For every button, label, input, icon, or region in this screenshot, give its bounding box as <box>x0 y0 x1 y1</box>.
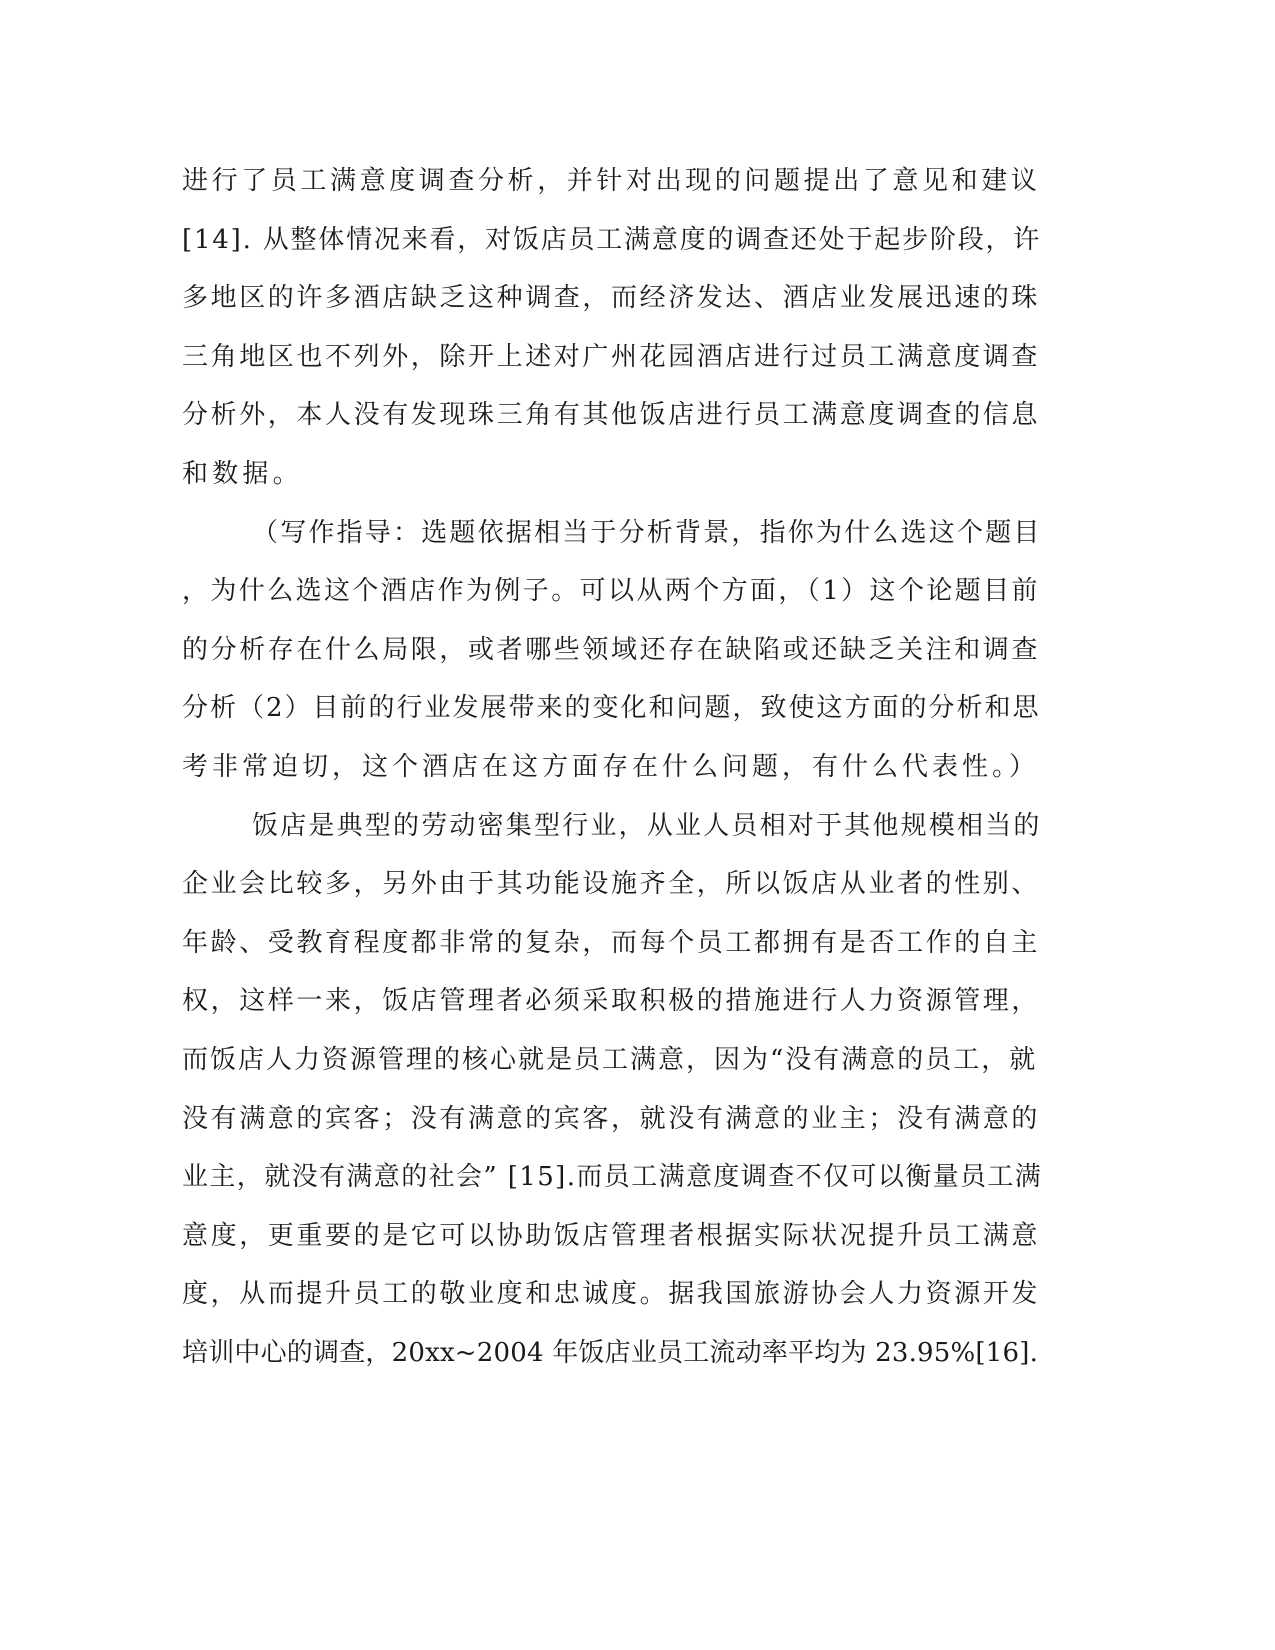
text-line: 年龄、受教育程度都非常的复杂，而每个员工都拥有是否工作的自主 <box>182 927 1041 958</box>
text-line: 企业会比较多，另外由于其功能设施齐全，所以饭店从业者的性别、 <box>182 869 1041 900</box>
text-line: 的分析存在什么局限，或者哪些领域还存在缺陷或还缺乏关注和调查 <box>182 634 1041 665</box>
text-line: 权，这样一来，饭店管理者必须采取积极的措施进行人力资源管理， <box>182 986 1041 1017</box>
text-line: 意度，更重要的是它可以协助饭店管理者根据实际状况提升员工满意 <box>182 1220 1041 1251</box>
text-line: 多地区的许多酒店缺乏这种调查，而经济发达、酒店业发展迅速的珠 <box>182 283 1041 314</box>
text-line: 而饭店人力资源管理的核心就是员工满意，因为“没有满意的员工，就 <box>182 1044 1038 1075</box>
text-line: 分析外，本人没有发现珠三角有其他饭店进行员工满意度调查的信息 <box>182 400 1041 431</box>
text-line: ，为什么选这个酒店作为例子。可以从两个方面，（1）这个论题目前 <box>182 576 1040 607</box>
text-line: 培训中心的调查，20xx~2004 年饭店业员工流动率平均为 23.95%[16]. <box>182 1337 1039 1368</box>
text-line: 考非常迫切，这个酒店在这方面存在什么问题，有什么代表性。） <box>182 751 1040 782</box>
text-line: 分析（2）目前的行业发展带来的变化和问题，致使这方面的分析和思 <box>182 693 1041 724</box>
text-line: 进行了员工满意度调查分析，并针对出现的问题提出了意见和建议 <box>182 166 1041 196</box>
body-text <box>182 161 1042 1391</box>
text-line: 饭店是典型的劳动密集型行业，从业人员相对于其他规模相当的 <box>252 810 1042 841</box>
text-line: 和数据。 <box>182 458 303 489</box>
text-line: 业主，就没有满意的社会” [15].而员工满意度调查不仅可以衡量员工满 <box>182 1162 1043 1193</box>
text-line: （写作指导：选题依据相当于分析背景，指你为什么选这个题目 <box>252 517 1042 548</box>
text-line: 没有满意的宾客；没有满意的宾客，就没有满意的业主；没有满意的 <box>182 1103 1041 1134</box>
text-line: 度，从而提升员工的敬业度和忠诚度。据我国旅游协会人力资源开发 <box>182 1279 1041 1310</box>
text-line: [14]. 从整体情况来看，对饭店员工满意度的调查还处于起步阶段，许 <box>182 224 1042 255</box>
text-line: 三角地区也不列外，除开上述对广州花园酒店进行过员工满意度调查 <box>182 341 1041 372</box>
